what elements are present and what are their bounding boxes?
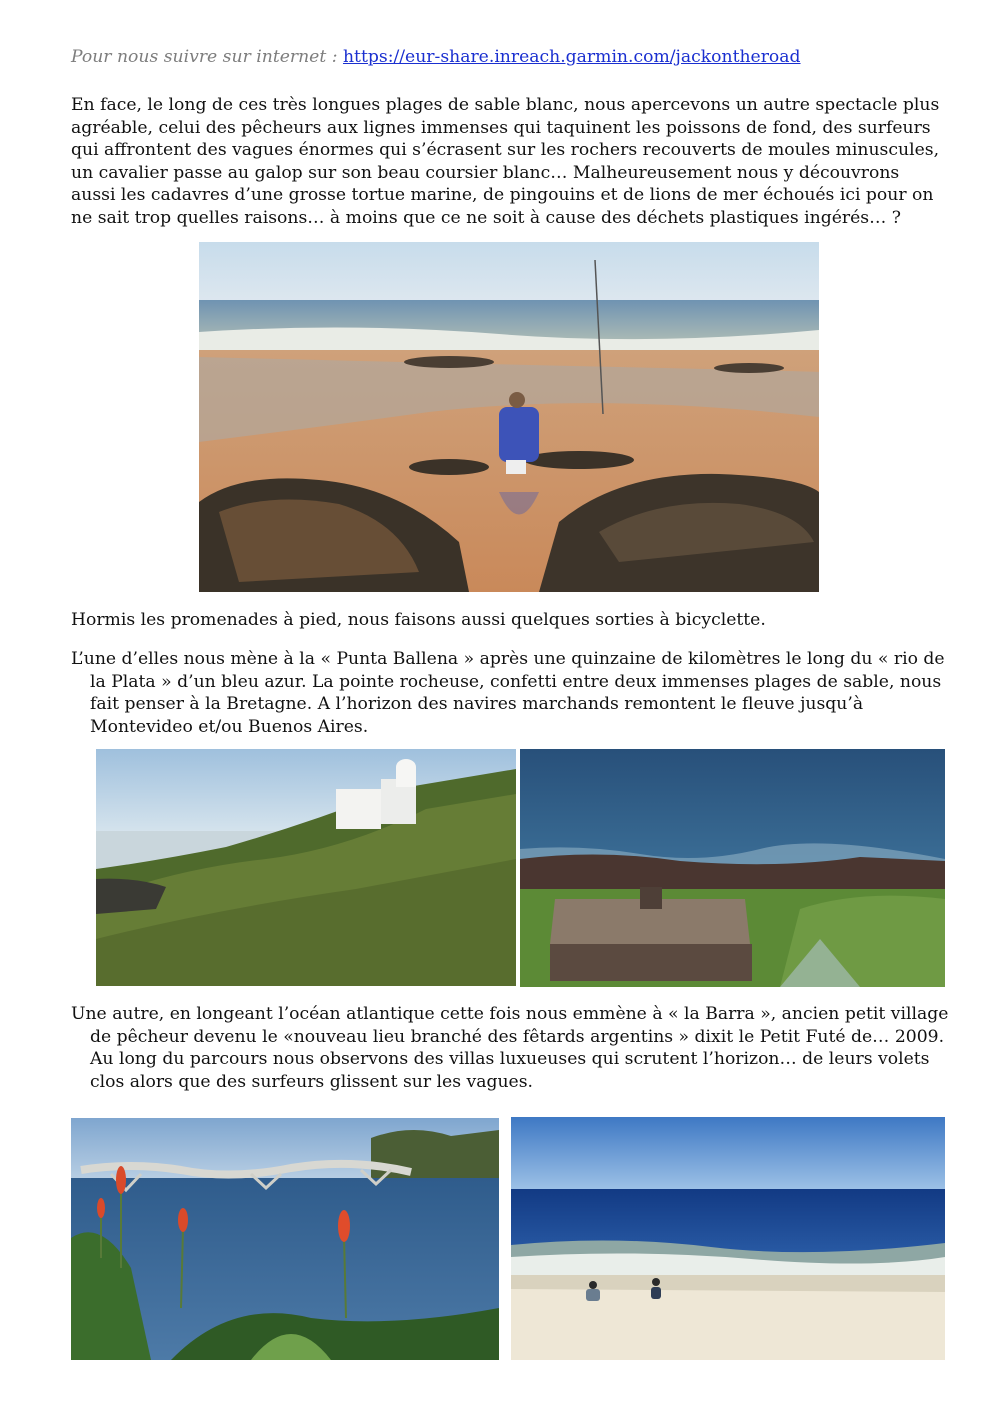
atlantic-beach-photo: [511, 1117, 945, 1360]
la-barra-bridge-photo: [71, 1118, 499, 1360]
paragraph-bicycle: Hormis les promenades à pied, nous faisons aussi quelques sorties à bicyclette.: [71, 610, 766, 630]
punta-ballena-hill-photo: [96, 749, 516, 986]
stone-hut-sea-photo: [520, 749, 945, 987]
garmin-link[interactable]: https://eur-share.inreach.garmin.com/jackontheroad: [342, 47, 801, 67]
paragraph-beach: En face, le long de ces très longues plages de sable blanc, nous apercevons un autre spectacle plus agréable, celui des pêcheurs aux lignes immenses qui taquinent les poissons de fond, des surfeurs qui affrontent des vagues énormes qui s’écrasent sur les rochers recouverts de moules minuscules, un cavalier passe au galop sur son beau coursier blanc… Malheureusement nous y découvrons aussi les cadavres d’une grosse tortue marine, de pingouins et de lions de mer échoués ici pour on ne sait trop quelles raisons… à moins que ce ne soit à cause des déchets plastiques ingérés… ?: [71, 95, 940, 228]
paragraph-la-barra: Une autre, en longeant l’océan atlantique cette fois nous emmène à « la Barra », ancien petit village de pêcheur devenu le «nouveau lieu branché des fêtards argentins » dixit le Petit Futé de… 2009. Au long du parcours nous observons des villas luxueuses qui scrutent l’horizon… de leurs volets clos alors que des surfeurs glissent sur les vagues.: [71, 1004, 949, 1092]
intro-text: Pour nous suivre sur internet :: [71, 47, 343, 67]
header-line: [71, 46, 943, 69]
paragraph-punta-ballena: L’une d’elles nous mène à la « Punta Ballena » après une quinzaine de kilomètres le long du « rio de la Plata » d’un bleu azur. La pointe rocheuse, confetti entre deux immenses plages de sable, nous fait penser à la Bretagne. A l’horizon des navires marchands remontent le fleuve jusqu’à Montevideo et/ou Buenos Aires.: [71, 649, 945, 737]
fisherman-beach-photo: [199, 242, 819, 592]
